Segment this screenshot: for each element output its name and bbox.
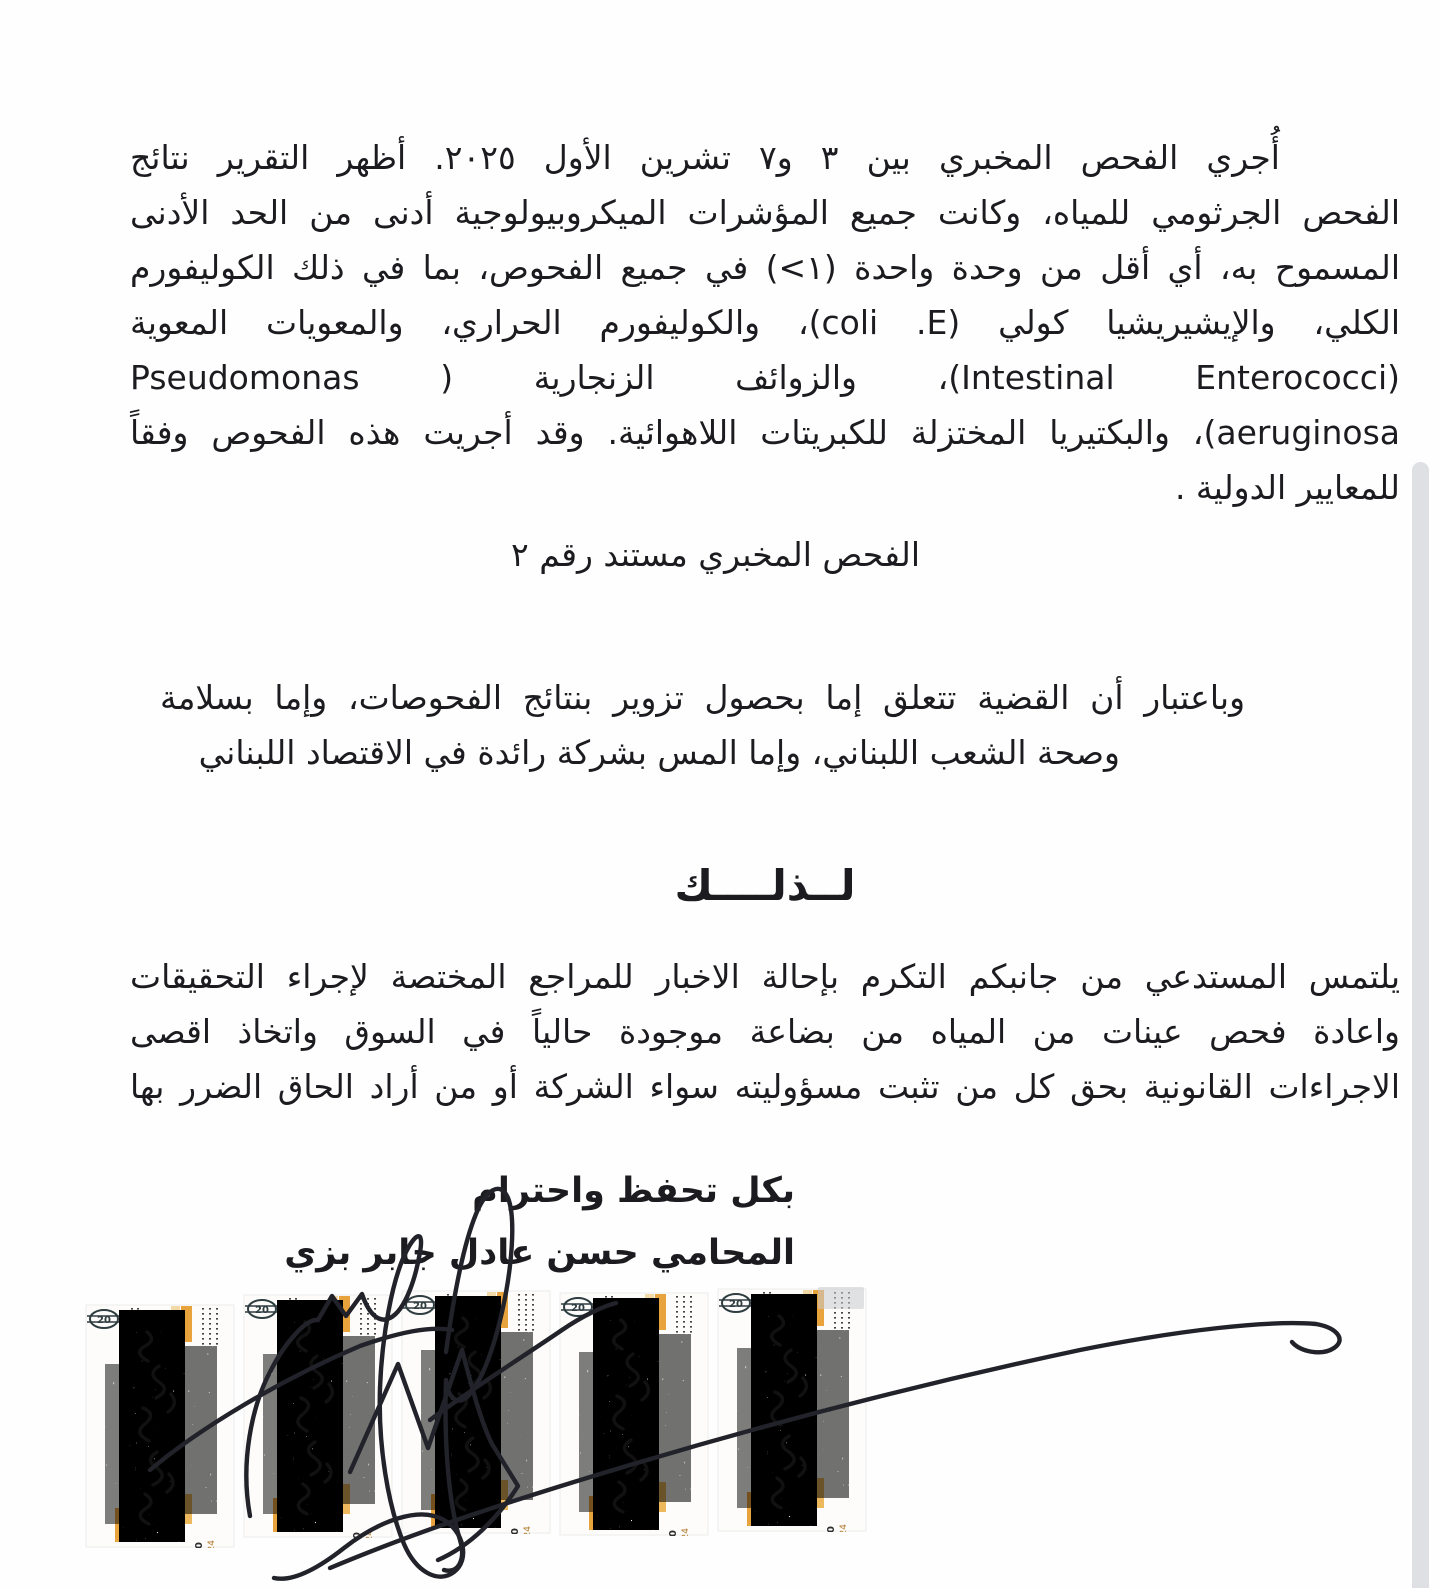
- body-line: (Intestinal Enterococci)، والزوائف الزنجارية ( Pseudomonas: [130, 358, 1400, 397]
- body-line: وصحة الشعب اللبناني، وإما المس بشركة رائدة في الاقتصاد اللبناني: [198, 733, 1120, 772]
- paragraph-request: [130, 949, 1400, 1114]
- fiscal-stamp: [85, 1304, 235, 1548]
- paragraph-considerations: [130, 670, 1400, 780]
- document-body: [130, 130, 1400, 1284]
- body-line: واعادة فحص عينات من المياه من بضاعة موجودة حالياً في السوق واتخاذ اقصى: [130, 1012, 1400, 1051]
- scan-artifact: [818, 1287, 864, 1309]
- scrollbar[interactable]: [1412, 462, 1429, 1588]
- body-line: الكلي، والإيشيريشيا كولي (coli .E)، والكوليفورم الحراري، والمعويات المعوية: [130, 303, 1400, 342]
- body-line: الاجراءات القانونية بحق كل من تثبت مسؤوليته سواء الشركة أو من أراد الحاق الضرر بها: [130, 1067, 1400, 1106]
- body-line: يلتمس المستدعي من جانبكم التكرم بإحالة الاخبار للمراجع المختصة لإجراء التحقيقات: [130, 957, 1400, 996]
- body-line: المسموح به، أي أقل من وحدة واحدة ⁦(<١)⁩ في جميع الفحوص، بما في ذلك الكوليفورم: [130, 248, 1401, 287]
- body-line: للمعايير الدولية .: [1174, 468, 1400, 507]
- exhibit-reference: الفحص المخبري مستند رقم ٢: [511, 535, 920, 574]
- body-line: أُجري الفحص المخبري بين ٣ و٧ تشرين الأول ٢٠٢٥. أظهر التقرير نتائج: [130, 138, 1280, 177]
- fiscal-stamp: [243, 1294, 393, 1538]
- closing-salutation: بكل تحفظ واحترام: [472, 1171, 795, 1211]
- body-line: الفحص الجرثومي للمياه، وكانت جميع المؤشرات الميكروبيولوجية أدنى من الحد الأدنى: [130, 193, 1400, 232]
- body-line: وباعتبار أن القضية تتعلق إما بحصول تزوير بنتائج الفحوصات، وإما بسلامة: [160, 678, 1245, 717]
- fiscal-stamp: [559, 1292, 709, 1536]
- closing-block: [130, 1160, 1400, 1284]
- signatory-name: المحامي حسن عادل جابر بزي: [284, 1233, 795, 1273]
- fiscal-stamp: [717, 1288, 867, 1532]
- fiscal-stamp: [401, 1290, 551, 1534]
- section-heading-therefore: لــذلــــك: [674, 861, 856, 910]
- body-line: aeruginosa)، والبكتيريا المختزلة للكبريتات اللاهوائية. وقد أجريت هذه الفحوص وفقاً: [130, 413, 1400, 452]
